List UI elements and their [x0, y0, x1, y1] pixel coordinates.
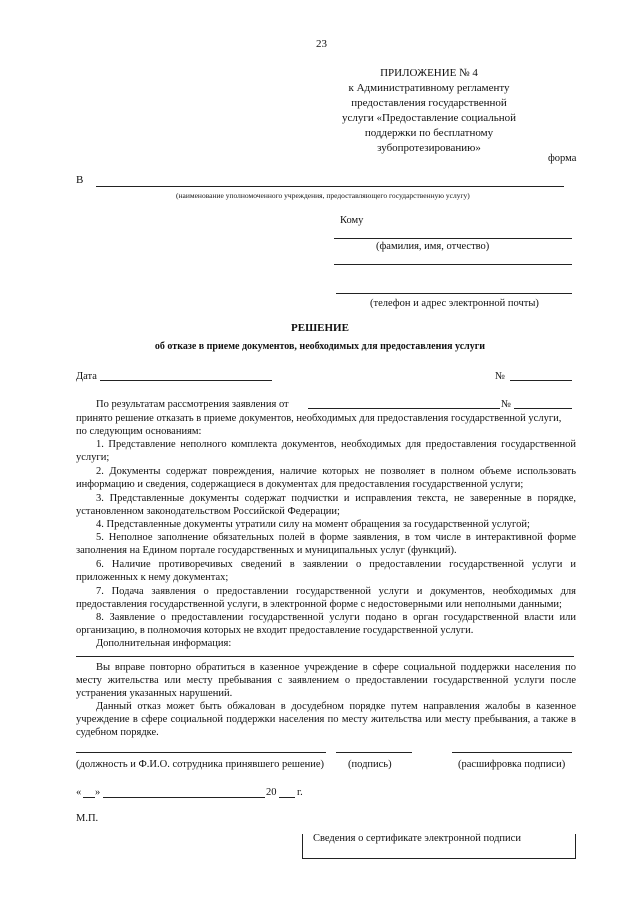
- appendix-title: ПРИЛОЖЕНИЕ № 4: [380, 67, 478, 79]
- reason-item: 4. Представленные документы утратили силу на момент обращения за государственной услугой;: [96, 519, 530, 530]
- intro-number-label: №: [501, 399, 512, 410]
- appendix-line: услуги «Предоставление социальной: [341, 112, 517, 124]
- document-subtitle: об отказе в приеме документов, необходимых для предоставления услуги: [154, 341, 486, 352]
- position-hint: (должность и Ф.И.О. сотрудника принявшего решение): [76, 759, 325, 770]
- document-title: РЕШЕНИЕ: [291, 322, 349, 334]
- intro-text: по следующим основаниям:: [76, 426, 202, 437]
- appendix-header: [334, 66, 524, 156]
- certificate-label: Сведения о сертификате электронной подписи: [313, 833, 521, 844]
- reason-item: 7. Подача заявления о предоставлении государственной услуги и документов, необходимых для предоставления государственной услуги, в электронной форме с недостоверными или неполными данными;: [76, 586, 576, 611]
- komu-label: Кому: [340, 215, 364, 226]
- additional-info-label: Дополнительная информация:: [96, 638, 232, 649]
- appendix-line: предоставления государственной: [351, 97, 507, 109]
- year-suffix: г.: [297, 787, 303, 798]
- intro-text: По результатам рассмотрения заявления от: [96, 399, 289, 410]
- form-label: форма: [548, 153, 577, 164]
- appendix-line: поддержки по бесплатному: [364, 127, 494, 139]
- reason-item: 3. Представленные документы содержат подчистки и исправления текста, не заверенные в порядке, установленном законодательством Российской Федерации;: [76, 493, 576, 518]
- date-quote-close: »: [95, 787, 101, 798]
- fio-hint: (фамилия, имя, отчество): [376, 241, 490, 252]
- fio-field[interactable]: [334, 238, 572, 239]
- certificate-box-edge: [302, 834, 303, 858]
- appendix-line: зубопротезированию»: [377, 142, 481, 154]
- institution-field[interactable]: [96, 186, 564, 187]
- intro-text: принято решение отказать в приеме документов, необходимых для предоставления государственной услуги,: [76, 413, 562, 424]
- decoding-hint: (расшифровка подписи): [458, 759, 566, 770]
- certificate-box: [302, 834, 576, 859]
- year-prefix: 20: [266, 787, 277, 798]
- institution-hint: (наименование уполномоченного учреждения, предоставляющего государственную услугу): [176, 191, 470, 200]
- stamp-label: М.П.: [76, 813, 99, 824]
- decoding-field[interactable]: [452, 752, 572, 753]
- v-label: В: [76, 174, 84, 186]
- position-field[interactable]: [76, 752, 326, 753]
- additional-info-field[interactable]: [76, 656, 574, 657]
- month-field[interactable]: [103, 797, 265, 798]
- appendix-line: к Административному регламенту: [348, 82, 510, 94]
- signature-field[interactable]: [336, 752, 412, 753]
- year-field[interactable]: [279, 797, 295, 798]
- date-field[interactable]: [100, 380, 272, 381]
- reason-item: 5. Неполное заполнение обязательных полей в форме заявления, в том числе в интерактивной форме заполнения на Едином портале государственных и муниципальных услуг (функций).: [76, 532, 576, 557]
- reapply-text: Вы вправе повторно обратиться в казенное учреждение в сфере социальной поддержки населения по месту жительства или месту пребывания с заявлением о предоставлении государственной услуги после устранения указанных нарушений.: [76, 662, 576, 700]
- application-number-field[interactable]: [514, 408, 572, 409]
- fio-field-2[interactable]: [334, 264, 572, 265]
- reason-item: 2. Документы содержат повреждения, наличие которых не позволяет в полном объеме использовать информацию и сведения, содержащиеся в документах для предоставления государственной услуги;: [76, 466, 576, 491]
- appeal-text: Данный отказ может быть обжалован в досудебном порядке путем направления жалобы в казенное учреждение в сфере социальной поддержки населения по месту жительства или месту пребывания, а также в судебном порядке.: [76, 701, 576, 739]
- date-label: Дата: [76, 371, 97, 382]
- page-number: 23: [316, 38, 327, 50]
- contact-field[interactable]: [336, 293, 572, 294]
- application-date-field[interactable]: [308, 408, 500, 409]
- signature-hint: (подпись): [348, 759, 392, 770]
- contact-hint: (телефон и адрес электронной почты): [370, 298, 539, 309]
- number-field[interactable]: [510, 380, 572, 381]
- day-field[interactable]: [83, 797, 95, 798]
- reason-item: 1. Представление неполного комплекта документов, необходимых для предоставления государственной услуги;: [76, 439, 576, 464]
- reason-item: 8. Заявление о предоставлении государственной услуги подано в орган государственной власти или организацию, в полномочия которых не входит предоставление государственной услуги.: [76, 612, 576, 637]
- reason-item: 6. Наличие противоречивых сведений в заявлении о предоставлении государственной услуги и приложенных к нему документах;: [76, 559, 576, 584]
- date-quote-open: «: [76, 787, 82, 798]
- number-label: №: [495, 371, 506, 382]
